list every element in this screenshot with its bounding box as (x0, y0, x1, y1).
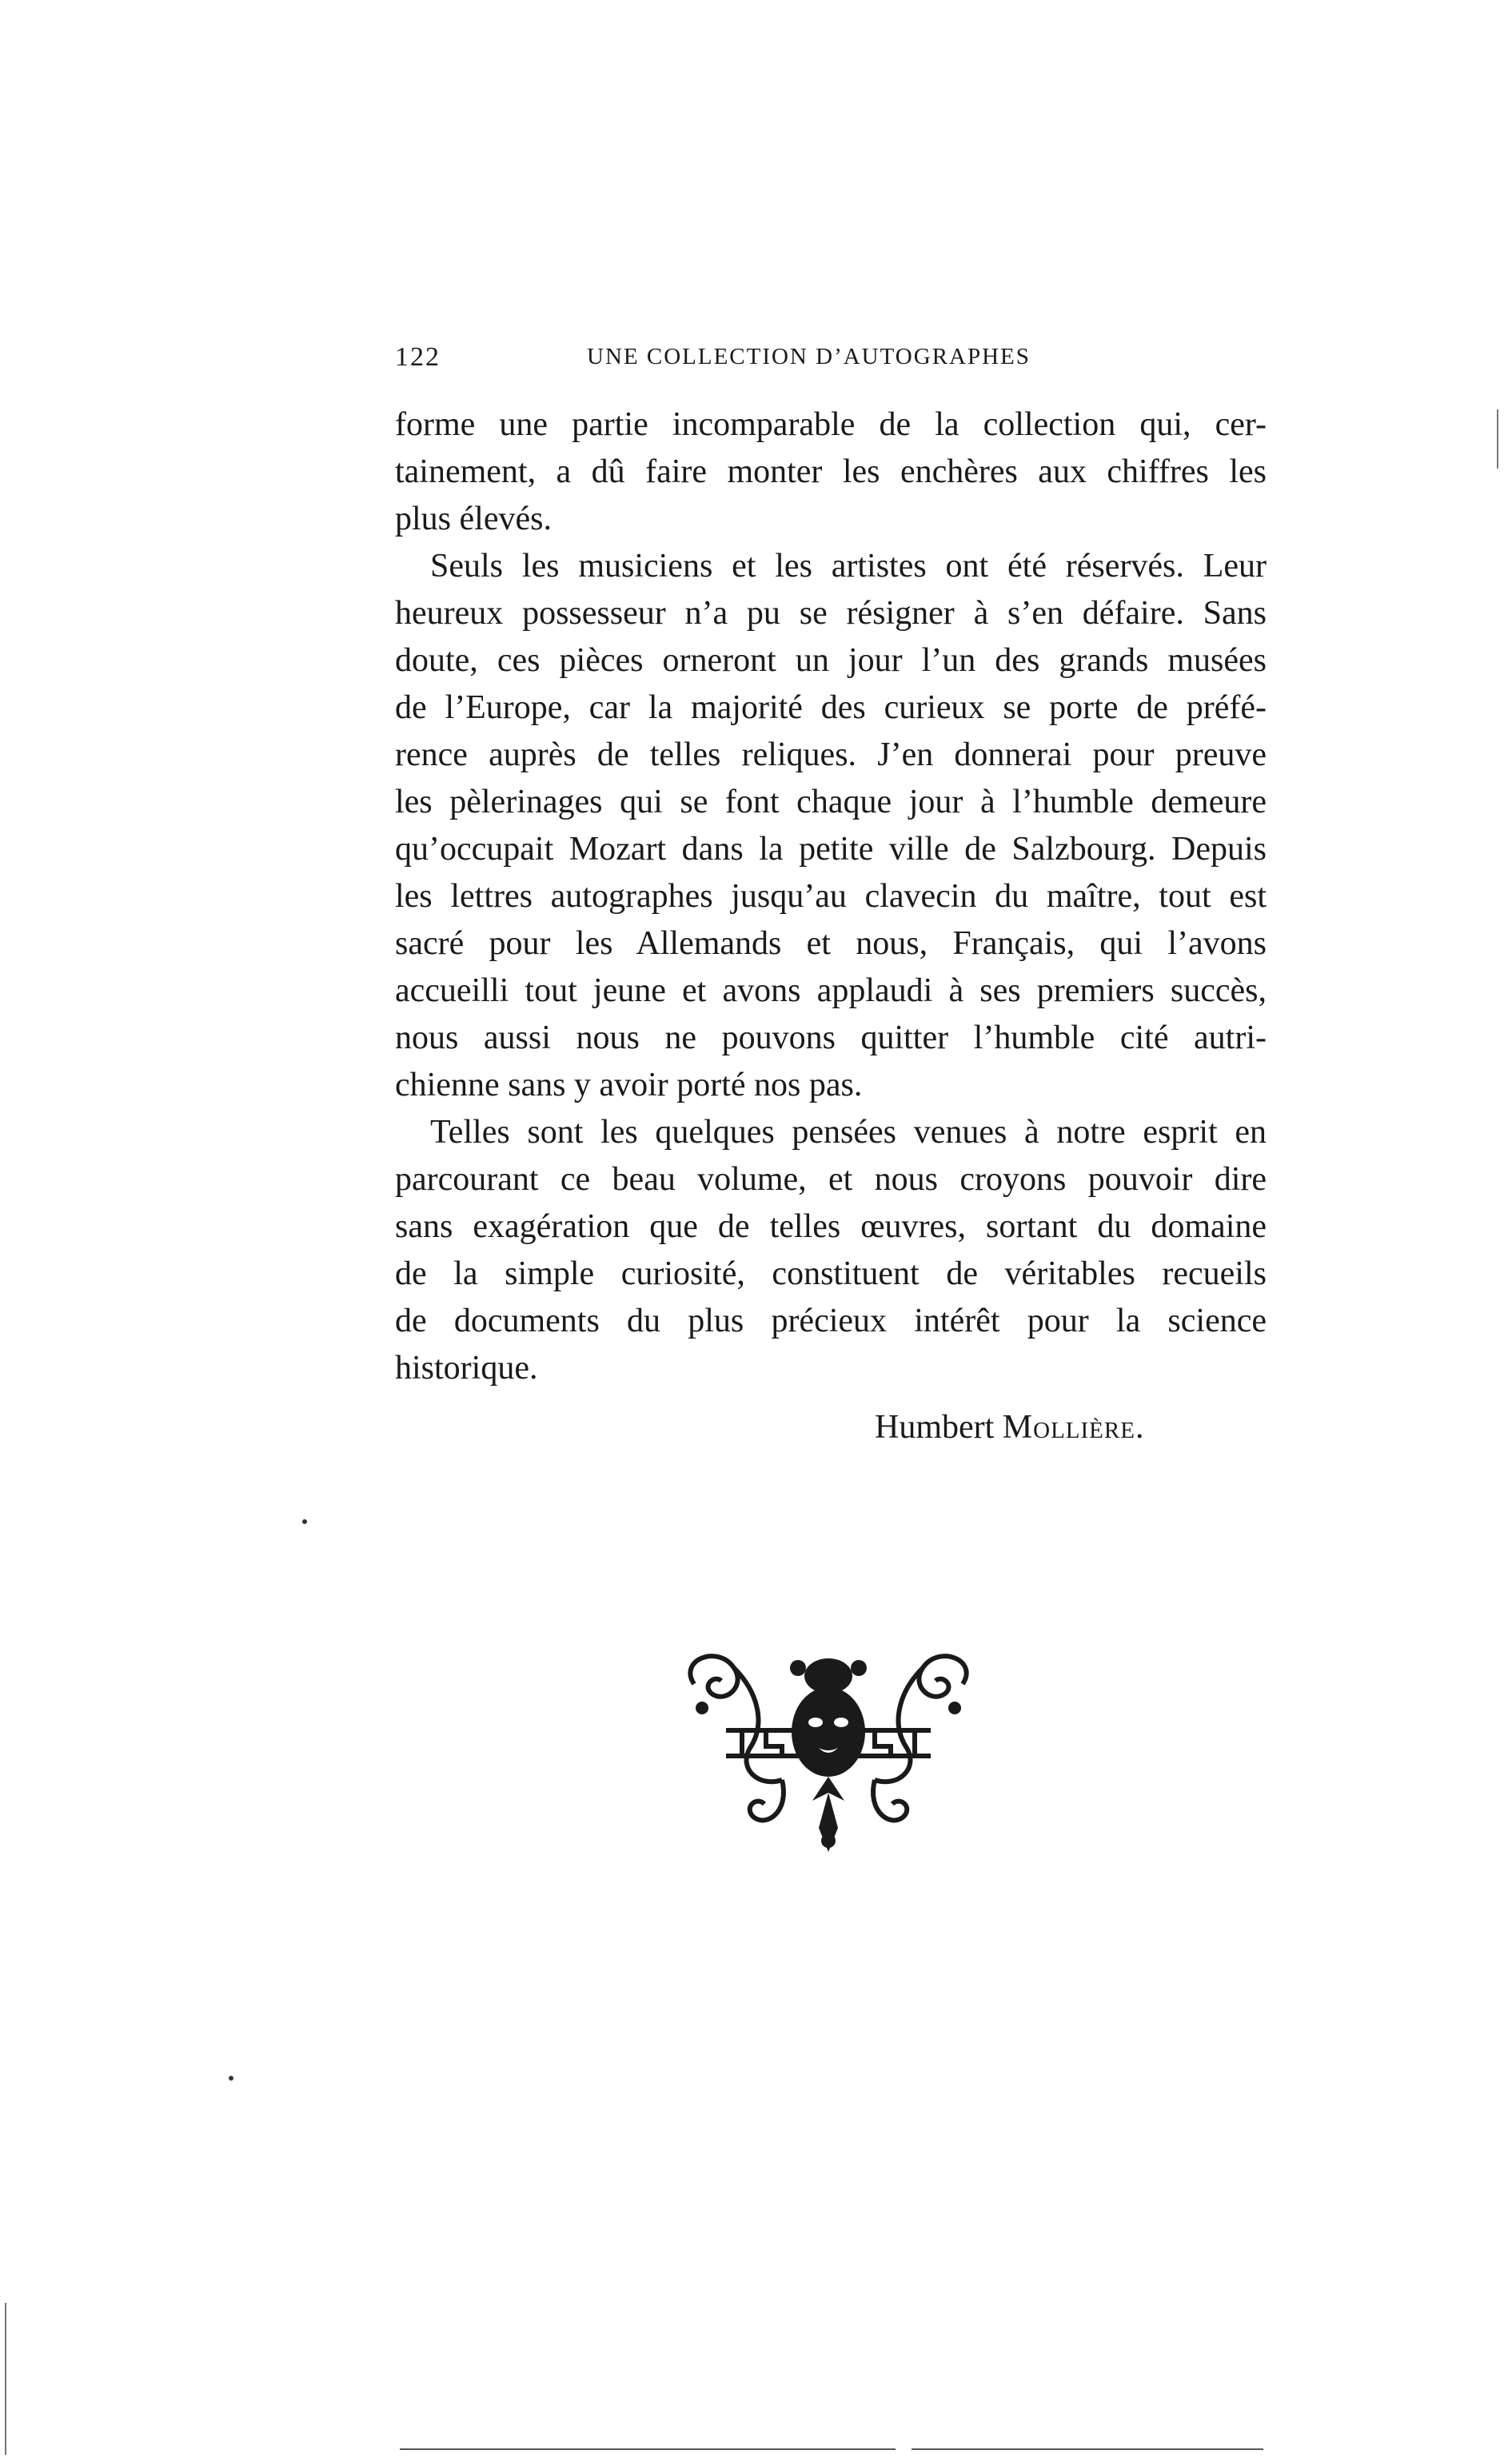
text-line: sans exagération que de telles œuvres, sortant du domaine (395, 1208, 1267, 1245)
text-line: de documents du plus précieux intérêt pour la science (395, 1303, 1267, 1339)
text-line: qu’occupait Mozart dans la petite ville de Salzbourg. Depuis (395, 831, 1267, 868)
margin-speck (302, 1519, 307, 1524)
body-text (395, 401, 1267, 1392)
running-title: UNE COLLECTION D’AUTOGRAPHES (587, 344, 1031, 369)
margin-speck (229, 2076, 233, 2081)
text-line: les lettres autographes jusqu’au clavecin du maître, tout est (395, 878, 1267, 915)
author-last-name: Mollière. (1002, 1409, 1145, 1446)
text-line: plus élevés. (395, 501, 552, 537)
left-margin-mark (5, 2303, 6, 2455)
text-line: doute, ces pièces orneront un jour l’un des grands musées (395, 642, 1267, 679)
author-first-name: Humbert (875, 1409, 995, 1446)
decorative-cul-de-lampe-icon (670, 1636, 987, 1857)
text-line: les pèlerinages qui se font chaque jour à l’humble demeure (395, 784, 1267, 820)
text-line: Seuls les musiciens et les artistes ont été réservés. Leur (430, 548, 1267, 585)
text-line: nous aussi nous ne pouvons quitter l’humble cité autri- (395, 1020, 1267, 1056)
text-line: heureux possesseur n’a pu se résigner à s’en défaire. Sans (395, 595, 1267, 632)
text-line: tainement, a dû faire monter les enchères aux chiffres les (395, 453, 1267, 490)
page-number: 122 (395, 342, 441, 372)
right-margin-mark (1497, 409, 1498, 469)
text-line: rence auprès de telles reliques. J’en donnerai pour preuve (395, 736, 1267, 773)
text-line: accueilli tout jeune et avons applaudi à ses premiers succès, (395, 972, 1267, 1009)
text-line: chienne sans y avoir porté nos pas. (395, 1067, 863, 1103)
text-line: de l’Europe, car la majorité des curieux se porte de préfé- (395, 689, 1267, 726)
text-line: parcourant ce beau volume, et nous croyons pouvoir dire (395, 1161, 1267, 1198)
bottom-rule-right (912, 2448, 1263, 2450)
bottom-rule-left (400, 2448, 896, 2450)
text-line: historique. (395, 1350, 538, 1387)
text-line: forme une partie incomparable de la collection qui, cer- (395, 406, 1267, 443)
running-head (395, 342, 1267, 382)
text-line: sacré pour les Allemands et nous, Français, qui l’avons (395, 925, 1267, 962)
author-signature (875, 1404, 1144, 1451)
text-line: de la simple curiosité, constituent de véritables recueils (395, 1255, 1267, 1292)
text-line: Telles sont les quelques pensées venues à notre esprit en (430, 1114, 1267, 1151)
